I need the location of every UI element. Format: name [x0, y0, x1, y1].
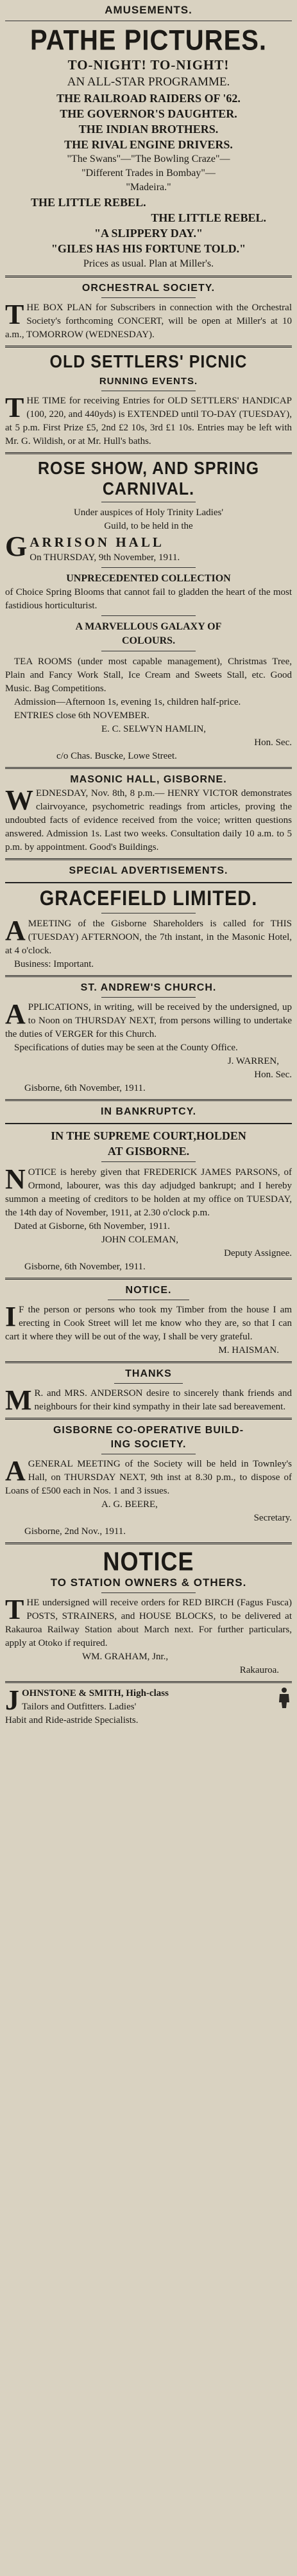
galaxy-heading: COLOURS. [121, 635, 176, 646]
garrison-hall: ARRISON HALL [30, 534, 164, 550]
secretary-title: Hon. Sec. [254, 737, 292, 748]
divider [5, 276, 292, 278]
drop-cap: T [5, 392, 24, 423]
drop-cap: N [5, 1163, 26, 1195]
rose-title-2: CARNIVAL. [102, 479, 195, 499]
drop-cap: T [5, 1594, 24, 1625]
divider [5, 452, 292, 454]
programme-item: THE LITTLE REBEL. [31, 196, 146, 209]
settlers-title: OLD SETTLERS' PICNIC [49, 351, 248, 372]
programme-item: THE RAILROAD RAIDERS OF '62. [56, 92, 241, 105]
advertisement-column [5, 4, 292, 1727]
signature-name: J. WARREN, [227, 1056, 279, 1066]
notice-section [5, 1284, 292, 1357]
divider [5, 1123, 292, 1124]
johnstone-line: Tailors and Outfitters. Ladies' [22, 1702, 137, 1712]
drop-cap: G [5, 533, 28, 562]
notice-heading: NOTICE. [125, 1285, 172, 1296]
station-section [5, 1548, 292, 1677]
coop-heading: ING SOCIETY. [110, 1439, 187, 1450]
programme-item: "A SLIPPERY DAY." [94, 227, 203, 240]
notice-body: F the person or persons who took my Timber from the house I am erecting in Cook Street will let me know who they are, so that I can cart it where they will be out of the way, I shall be very grateful. [5, 1305, 292, 1342]
gracefield-title: GRACEFIELD LIMITED. [39, 887, 258, 910]
divider [101, 1592, 196, 1593]
programme-item: THE LITTLE REBEL. [151, 211, 266, 224]
dateline: Gisborne, 2nd Nov., 1911. [24, 1526, 126, 1537]
station-subheading: TO STATION OWNERS & OTHERS. [50, 1576, 247, 1589]
programme-item: THE GOVERNOR'S DAUGHTER. [60, 107, 237, 120]
station-notice-title: NOTICE [103, 1546, 194, 1576]
coop-section [5, 1424, 292, 1539]
signature-place: Rakauroa. [239, 1665, 279, 1675]
johnstone-line: OHNSTONE & SMITH, High-class [22, 1688, 169, 1698]
thanks-section [5, 1367, 292, 1414]
orchestral-body: HE BOX PLAN for Subscribers in connection with the Orchestral Society's forthcoming CONCERT, will be open at Miller's at 10 a.m., TOMORROW (WEDNESDAY). [5, 303, 292, 340]
coop-body: GENERAL MEETING of the Society will be held in Townley's Hall, on THURSDAY NEXT, 9th inst at 8.30 p.m., to dispose of Loans of £500 each in Nos. 1 and 3 issues. [5, 1459, 292, 1496]
johnstone-section [5, 1687, 292, 1727]
galaxy-heading: A MARVELLOUS GALAXY OF [75, 621, 222, 632]
coop-heading: GISBORNE CO-OPERATIVE BUILD- [53, 1425, 244, 1436]
divider [5, 1681, 292, 1683]
prices-line: Prices as usual. Plan at Miller's. [83, 258, 214, 269]
divider [5, 1542, 292, 1544]
dateline: Gisborne, 6th November, 1911. [24, 1083, 146, 1093]
programme-item: "The Swans"—"The Bowling Craze"— [67, 154, 230, 164]
orchestral-heading: ORCHESTRAL SOCIETY. [81, 283, 216, 294]
auspices-line: Under auspices of Holy Trinity Ladies' [73, 507, 224, 518]
divider [5, 858, 292, 860]
allstar-line: AN ALL-STAR PROGRAMME. [67, 75, 230, 89]
divider [101, 1161, 196, 1162]
secretary-name: E. C. SELWYN HAMLIN, [101, 724, 207, 734]
divider [101, 567, 196, 568]
admission-text: Admission—Afternoon 1s, evening 1s, children half-price. [14, 697, 241, 707]
divider [5, 767, 292, 769]
specifications-line: Specifications of duties may be seen at the County Office. [14, 1043, 238, 1053]
drop-cap: I [5, 1301, 17, 1332]
st-andrews-body: PPLICATIONS, in writing, will be received by the undersigned, up to Noon on THURSDAY NEXT, from persons willing to undertake the duties of VERGER for this Church. [5, 1002, 292, 1039]
divider [5, 1099, 292, 1101]
st-andrews-heading: ST. ANDREW'S CHURCH. [80, 982, 217, 993]
running-events-heading: RUNNING EVENTS. [99, 376, 198, 387]
amusements-heading: AMUSEMENTS. [105, 4, 192, 16]
divider [114, 1383, 183, 1384]
bankruptcy-body: OTICE is hereby given that FREDERICK JAMES PARSONS, of Ormond, labourer, was this day adjudged bankrupt; and I hereby summon a meeting of creditors to be holden at my office on TUESDAY, the 14th day of November, 1911, at 2.30 o'clock p.m. [5, 1167, 292, 1218]
rose-show-section [5, 458, 292, 763]
johnstone-line: Habit and Ride-astride Specialists. [5, 1715, 139, 1725]
drop-cap: J [5, 1687, 19, 1716]
tea-rooms-text: TEA ROOMS (under most capable management), Christmas Tree, Plain and Fancy Work Stall, Ice Cream and Sweets Stall, etc. Good Music. Bag Competitions. [5, 657, 292, 694]
drop-cap: M [5, 1384, 32, 1416]
signature-name: WM. GRAHAM, Jnr., [82, 1652, 169, 1662]
divider [101, 615, 196, 616]
amusements-section [5, 4, 292, 272]
masonic-body: EDNESDAY, Nov. 8th, 8 p.m.— HENRY VICTOR demonstrates clairvoyance, psychometric readings from articles, proving the undoubted facts of evidence received from the voice; written questions answered. Admission 1s. Last two weeks. Consultation daily 10 a.m. to 5 p.m. by appointment. Good's Buildings. [5, 788, 292, 852]
orchestral-section [5, 281, 292, 342]
special-section [5, 864, 292, 971]
court-line: AT GISBORNE. [107, 1145, 190, 1158]
divider [5, 1418, 292, 1420]
dateline: Gisborne, 6th November, 1911. [24, 1262, 146, 1272]
special-heading: SPECIAL ADVERTISEMENTS. [69, 865, 228, 876]
drop-cap: A [5, 915, 26, 946]
divider [5, 1278, 292, 1280]
signature-title: Hon. Sec. [254, 1070, 292, 1080]
business-line: Business: Important. [14, 959, 94, 969]
masonic-section [5, 773, 292, 854]
drop-cap: A [5, 1455, 26, 1486]
drop-cap: W [5, 784, 33, 816]
masonic-heading: MASONIC HALL, GISBORNE. [70, 774, 227, 785]
st-andrews-section [5, 981, 292, 1095]
unprecedented-body: of Choice Spring Blooms that cannot fail to gladden the heart of the most fastidious horticulturist. [5, 587, 292, 611]
pathe-title: PATHE PICTURES. [30, 24, 267, 57]
bankruptcy-section [5, 1105, 292, 1274]
station-body: HE undersigned will receive orders for RED BIRCH (Fagus Fusca) POSTS, STRAINERS, and HOUSE BLOCKS, to be delivered at Rakauroa Railway Station about March next. For further particulars, apply at Otoko if required. [5, 1598, 292, 1648]
divider [5, 346, 292, 348]
secretary-address: c/o Chas. Buscke, Lowe Street. [56, 751, 177, 761]
divider [5, 882, 292, 883]
drop-cap: T [5, 299, 24, 330]
signature-title: Deputy Assignee. [224, 1248, 292, 1258]
programme-item: "GILES HAS HIS FORTUNE TOLD." [51, 242, 246, 255]
programme-item: THE INDIAN BROTHERS. [78, 123, 219, 136]
auspices-line: Guild, to be held in the [104, 521, 193, 531]
divider [5, 1361, 292, 1363]
divider [5, 975, 292, 977]
programme-item: "Madeira." [126, 182, 171, 193]
drop-cap: A [5, 998, 26, 1030]
dated-line: Dated at Gisborne, 6th November, 1911. [14, 1221, 170, 1231]
tonight-line: TO-NIGHT! TO-NIGHT! [67, 57, 230, 73]
divider [101, 997, 196, 998]
show-date: On THURSDAY, 9th November, 1911. [30, 552, 180, 563]
signature-title: Secretary. [253, 1513, 292, 1523]
programme-item: THE RIVAL ENGINE DRIVERS. [64, 138, 233, 151]
bankruptcy-heading: IN BANKRUPTCY. [100, 1106, 197, 1117]
signature-name: A. G. BEERE, [101, 1499, 158, 1510]
thanks-body: R. and MRS. ANDERSON desire to sincerely thank friends and neighbours for their kind sympathy in their late sad bereavement. [34, 1388, 292, 1412]
divider [101, 297, 196, 298]
unprecedented-heading: UNPRECEDENTED COLLECTION [66, 573, 231, 584]
settlers-section [5, 351, 292, 448]
settlers-body: HE TIME for receiving Entries for OLD SETTLERS' HANDICAP (100, 220, and 440yds) is EXTENDED until TO-DAY (TUESDAY), at 5 p.m. First Prize £5, 2nd £2 10s, 3rd £1 10s. Entries may be left with Mr. G. Wildish, or at Mr. Hull's baths. [5, 396, 292, 446]
entries-text: ENTRIES close 6th NOVEMBER. [14, 710, 149, 721]
signature-name: M. HAISMAN. [218, 1345, 279, 1355]
signature-name: JOHN COLEMAN, [101, 1235, 178, 1245]
rose-title-1: ROSE SHOW, AND SPRING [37, 458, 260, 479]
thanks-heading: THANKS [125, 1368, 172, 1379]
tailor-figure-icon [276, 1687, 292, 1709]
court-line: IN THE SUPREME COURT,HOLDEN [51, 1129, 246, 1142]
gracefield-body: MEETING of the Gisborne Shareholders is called for THIS (TUESDAY) AFTERNOON, the 7th instant, in the Masonic Hotel, at 4 o'clock. [5, 919, 292, 956]
programme-item: "Different Trades in Bombay"— [81, 168, 216, 179]
